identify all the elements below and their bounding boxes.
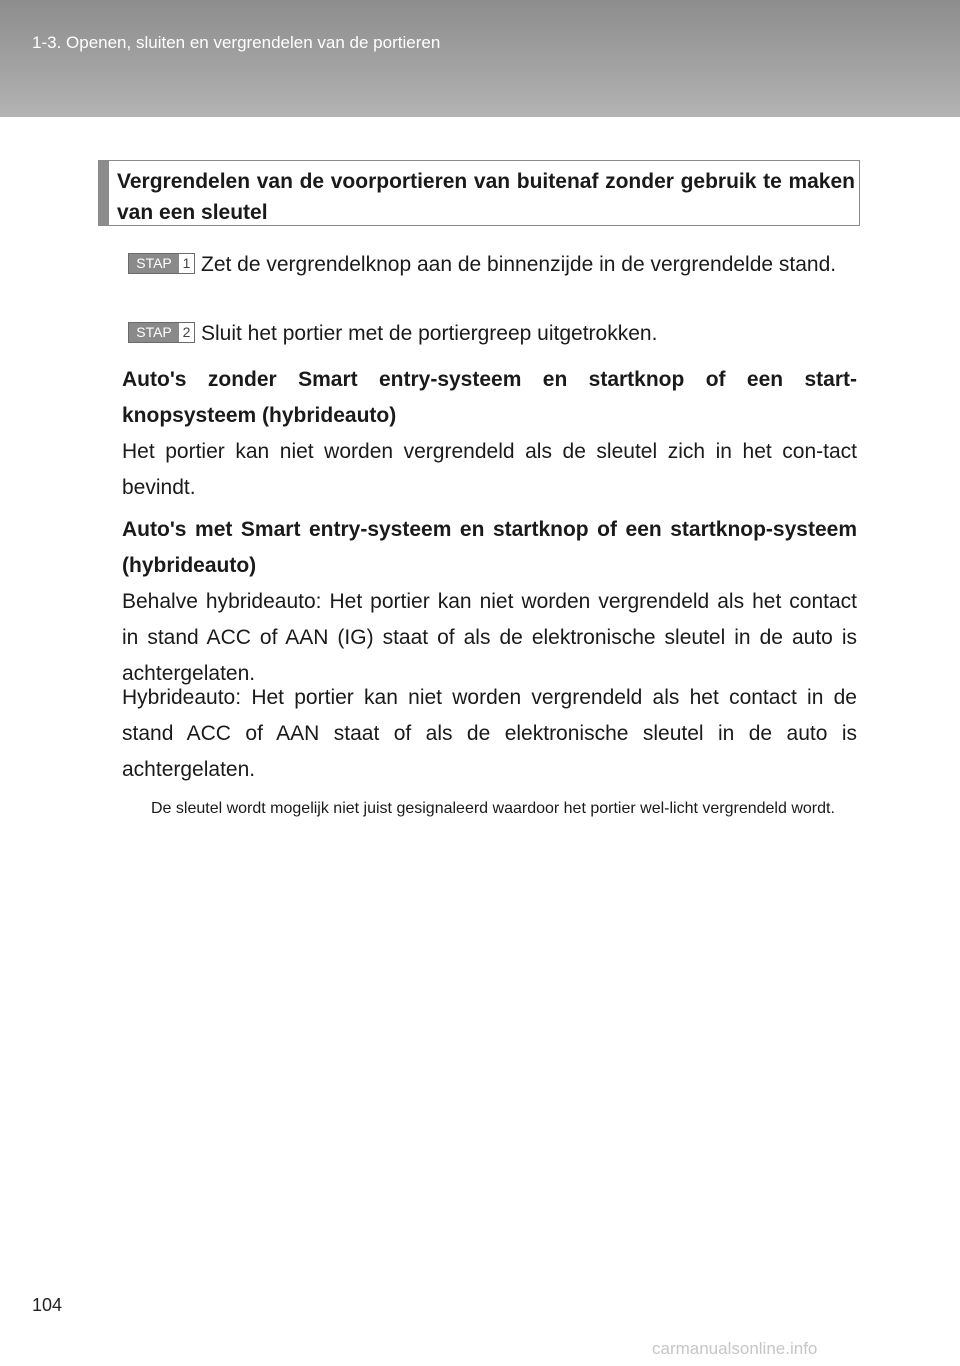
chapter-title: 1-3. Openen, sluiten en vergrendelen van de portieren: [32, 33, 441, 52]
section-heading: Vergrendelen van de voorportieren van buitenaf zonder gebruik te maken van een sleutel: [117, 170, 855, 224]
block-2-body: Behalve hybrideauto: Het portier kan niet worden vergrendeld als het contact in stand ACC of AAN (IG) staat of als de elektronische sleutel in de auto is achtergelaten.: [122, 590, 857, 685]
block-1-body: Het portier kan niet worden vergrendeld als de sleutel zich in het con-tact bevindt.: [122, 440, 857, 499]
step-badge-word: STAP: [129, 323, 179, 342]
step-badge-word: STAP: [129, 254, 179, 273]
hybrid-paragraph: Hybrideauto: Het portier kan niet worden vergrendeld als het contact in de stand ACC of AAN staat of als de elektronische sleutel in de auto is achtergelaten.: [122, 686, 857, 781]
note-text: De sleutel wordt mogelijk niet juist gesignaleerd waardoor het portier wel-licht vergrendeld wordt.: [151, 800, 835, 817]
step-1-text: Zet de vergrendelknop aan de binnenzijde in de vergrendelde stand.: [201, 253, 837, 276]
step-badge-number: 2: [179, 323, 194, 342]
step-2-badge: [128, 322, 195, 343]
step-badge-number: 1: [179, 254, 194, 273]
block-1-heading: Auto's zonder Smart entry-systeem en startknop of een start-knopsysteem (hybrideauto): [122, 368, 857, 427]
section-heading-bar: [99, 161, 109, 225]
watermark: carmanualsonline.info: [652, 1339, 818, 1358]
step-1-badge: [128, 253, 195, 274]
block-2-heading: Auto's met Smart entry-systeem en startknop of een startknop-systeem (hybrideauto): [122, 518, 857, 577]
chapter-header: [0, 0, 960, 117]
section-heading-box: [98, 160, 860, 226]
page-number: 104: [32, 1295, 63, 1315]
step-2-text: Sluit het portier met de portiergreep uitgetrokken.: [201, 322, 658, 345]
